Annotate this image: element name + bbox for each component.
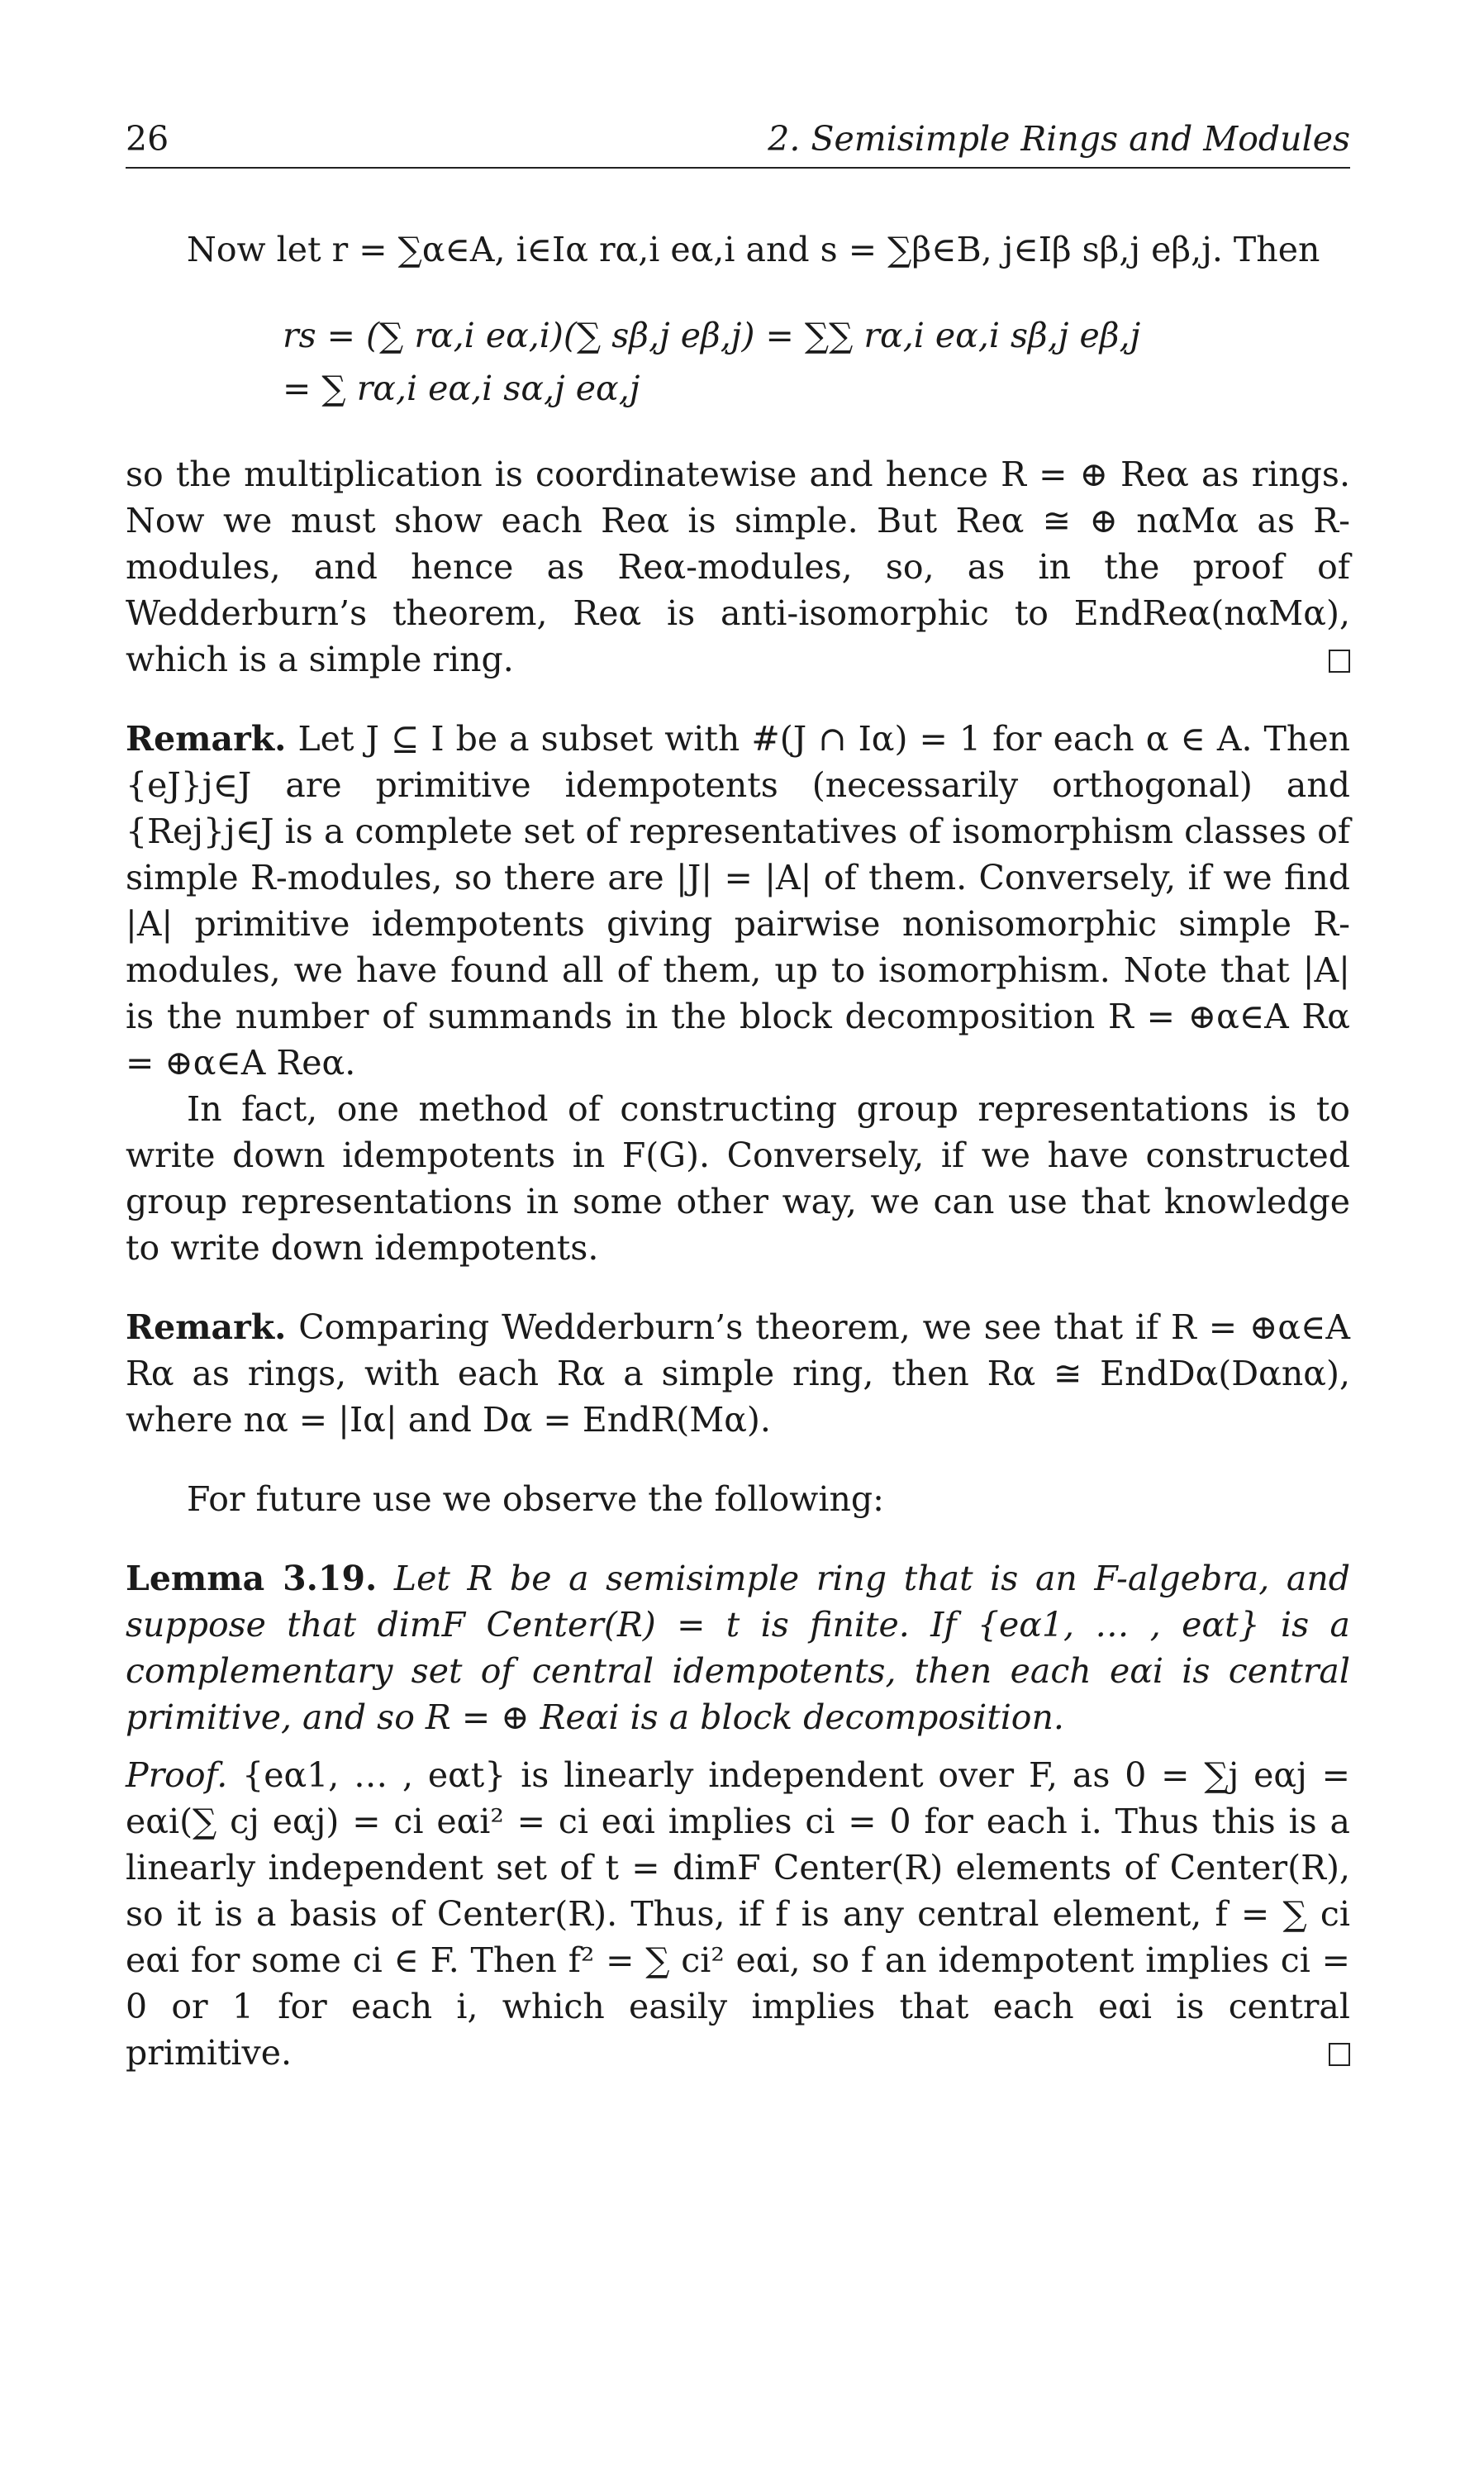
paragraph-coordinatewise-text: so the multiplication is coordinatewise and hence R = ⊕ Reα as rings. Now we must show each Reα is simple. But Reα ≅ ⊕ nαMα as R-modules, and hence as Reα-modules, so, as in the proof of Wedderburn’s theorem, Reα is anti-isomorphic to EndReα(nαMα), which is a simple ring. — [126, 455, 1350, 679]
lemma-3-19 — [126, 1555, 1350, 1740]
page — [126, 116, 1350, 2076]
paragraph-coordinatewise — [126, 451, 1350, 683]
qed-box-icon — [1329, 2043, 1350, 2066]
proof — [126, 1752, 1350, 2076]
remark-1 — [126, 716, 1350, 1086]
proof-label: Proof. — [126, 1755, 228, 1795]
proof-text: {eα1, … , eαt} is linearly independent over F, as 0 = ∑j eαj = eαi(∑ cj eαj) = ci eαi² = ci eαi implies ci = 0 for each i. Thus this is a linearly independent set of t = dimF Center(R) elements of Center(R), so it is a basis of Center(R). Thus, if f is any central element, f = ∑ ci eαi for some ci ∈ F. Then f² = ∑ ci² eαi, so f an idempotent implies ci = 0 or 1 for each i, which easily implies that each eαi is central primitive. — [126, 1755, 1350, 2073]
remark-1-label: Remark. — [126, 719, 287, 759]
remark-2-text: Comparing Wedderburn’s theorem, we see that if R = ⊕α∈A Rα as rings, with each Rα a simple ring, then Rα ≅ EndDα(Dαnα), where nα = |Iα| and Dα = EndR(Mα). — [126, 1307, 1350, 1440]
page-number: 26 — [126, 119, 169, 159]
equation-line-2: = ∑ rα,i eα,i sα,j eα,j — [283, 369, 640, 408]
chapter-title: 2. Semisimple Rings and Modules — [768, 119, 1350, 159]
paragraph-in-fact: In fact, one method of constructing group representations is to write down idempotents in F(G). Conversely, if we have constructed group representations in some other way, we can use that knowledge to write down idempotents. — [126, 1089, 1350, 1268]
remark-1-text: Let J ⊆ I be a subset with #(J ∩ Iα) = 1 for each α ∈ A. Then {eJ}j∈J are primitive idempotents (necessarily orthogonal) and {Rej}j∈J is a complete set of representatives of isomorphism classes of simple R-modules, so there are |J| = |A| of them. Conversely, if we find |A| primitive idempotents giving pairwise nonisomorphic simple R-modules, we have found all of them, up to isomorphism. Note that |A| is the number of summands in the block decomposition R = ⊕α∈A Rα = ⊕α∈A Reα. — [126, 719, 1350, 1083]
equation-line-1: rs = (∑ rα,i eα,i)(∑ sβ,j eβ,j) = ∑∑ rα,i eα,i sβ,j eβ,j — [283, 316, 1141, 355]
remark-2 — [126, 1304, 1350, 1443]
paragraph-future-use: For future use we observe the following: — [187, 1479, 884, 1519]
remark-2-label: Remark. — [126, 1307, 287, 1347]
intro-paragraph: Now let r = ∑α∈A, i∈Iα rα,i eα,i and s = ∑β∈B, j∈Iβ sβ,j eβ,j. Then — [187, 230, 1320, 269]
lemma-label: Lemma 3.19. — [126, 1559, 378, 1598]
running-head — [126, 116, 1350, 169]
display-equation — [283, 309, 1350, 415]
qed-box-icon — [1329, 650, 1350, 673]
lemma-text: Let R be a semisimple ring that is an F-algebra, and suppose that dimF Center(R) = t is finite. If {eα1, … , eαt} is a complementary set of central idempotents, then each eαi is central primitive, and so R = ⊕ Reαi is a block decomposition. — [126, 1559, 1350, 1737]
